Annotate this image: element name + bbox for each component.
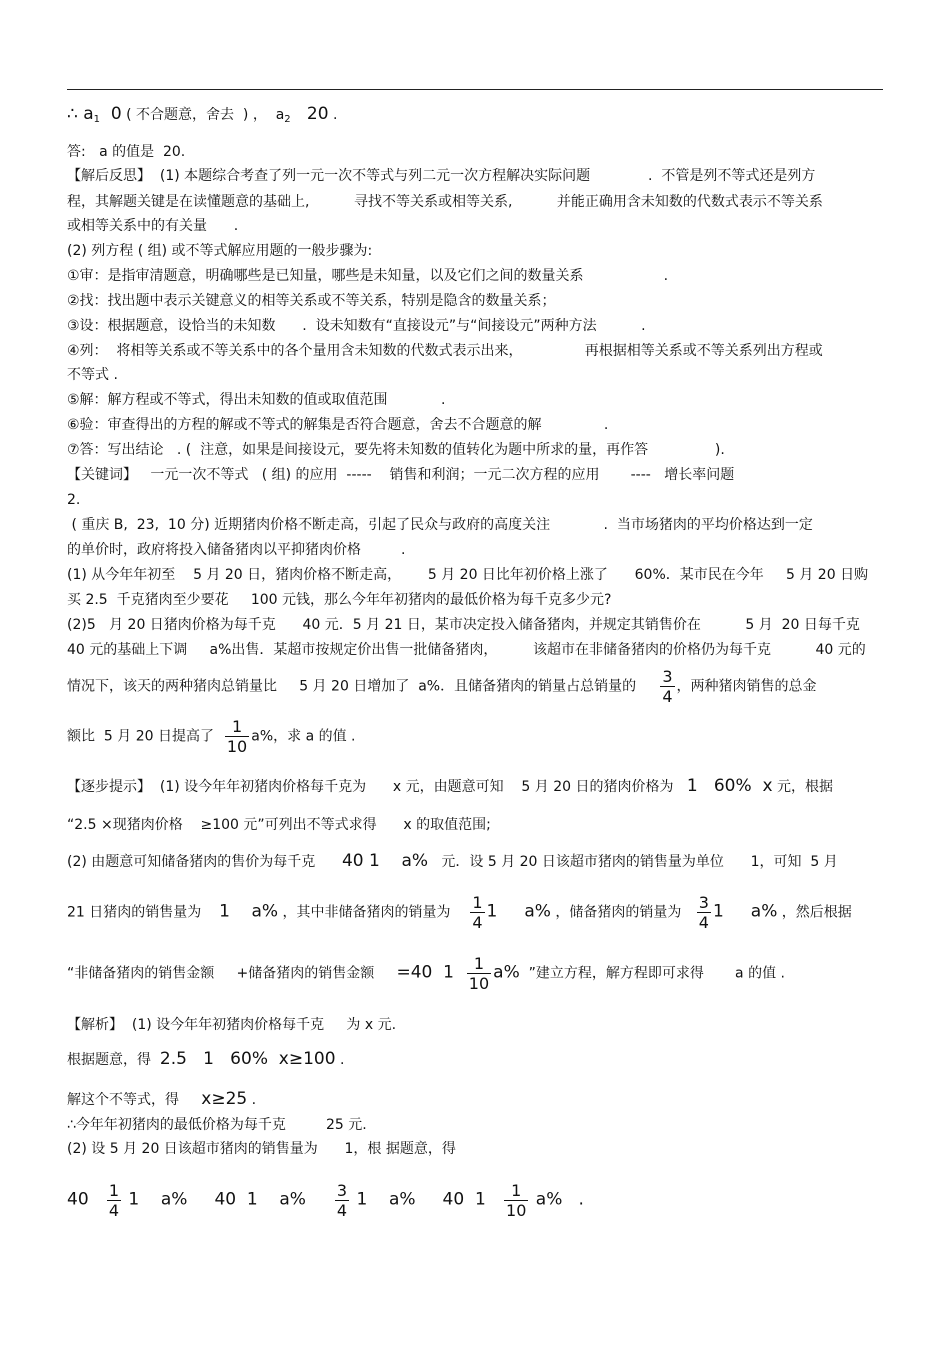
solution-3: 解这个不等式，得 x≥25 .: [67, 1089, 257, 1109]
keywords-line: 【关键词】 一元一次不等式 ( 组) 的应用 ----- 销售和利润；一元二次方程的应用 ---- 增长率问题: [67, 467, 735, 483]
step-2: ②找：找出题中表示关键意义的相等关系或不等关系，特别是隐含的数量关系；: [67, 293, 556, 309]
fraction-1-10: $\frac{1}{10}$: [506, 1181, 527, 1220]
step-4-cont: 不等式 .: [67, 367, 118, 383]
problem-part2-3: 情况下，该天的两种猪肉总销量比 5 月 20 日增加了 a%．且储备猪肉的销量占总销量的 $\frac{3}{4}$ ，两种猪肉销售的总金: [67, 667, 817, 706]
line-roots: ∴ $a_1$ 0 ( 不合题意，舍去 ) ， $a_2$ 20 .: [67, 104, 338, 125]
top-rule: [67, 89, 883, 90]
reflection-line-1: 【解后反思】 (1) 本题综合考查了列一元一次不等式与列二元一次方程解决实际问题 . 不管是列不等式还是列方: [67, 168, 816, 184]
fraction-3-4: $\frac{3}{4}$: [698, 893, 709, 932]
solution-equation: 40 $\frac{1}{4}$ 1 a% 40 1 a% $\frac{3}{4}$ 1 a% 40 1 $\frac{1}{10}$ a% .: [67, 1181, 584, 1220]
reflection-line-2: 程，其解题关键是在读懂题意的基础上, 寻找不等关系或相等关系, 并能正确用含未知数的代数式表示不等关系: [67, 194, 823, 210]
step-5: ⑤解：解方程或不等式，得出未知数的值或取值范围 .: [67, 392, 446, 408]
step-6: ⑥验：审查得出的方程的解或不等式的解集是否符合题意，舍去不合题意的解 .: [67, 417, 609, 433]
step-1: ①审：是指审清题意，明确哪些是已知量，哪些是未知量，以及它们之间的数量关系 .: [67, 268, 669, 284]
solution-2: 根据题意，得 2.5 1 60% x≥100 .: [67, 1049, 345, 1069]
fraction-1-4: $\frac{1}{4}$: [472, 893, 483, 932]
hint-1: 【逐步提示】 (1) 设今年年初猪肉价格每千克为 x 元，由题意可知 5 月 20 日的猪肉价格为 1 60% x 元，根据: [67, 776, 833, 796]
steps-heading: (2) 列方程 ( 组) 或不等式解应用题的一般步骤为:: [67, 243, 373, 259]
problem-part2-1: (2)5 月 20 日猪肉价格为每千克 40 元．5 月 21 日，某市决定投入储备猪肉，并规定其销售价在 5 月 20 日每千克: [67, 617, 860, 633]
answer-line: 答: a 的值是 20.: [67, 144, 186, 160]
problem-part1-2: 买 2.5 千克猪肉至少要花 100 元钱，那么今年年初猪肉的最低价格为每千克多少元?: [67, 592, 612, 608]
fraction-1-10: $\frac{1}{10}$: [468, 954, 490, 993]
step-3: ③设：根据题意，设恰当的未知数 . 设未知数有“直接设元”与“间接设元”两种方法 .: [67, 318, 646, 334]
step-7: ⑦答：写出结论 . ( 注意，如果是间接设元，要先将未知数的值转化为题中所求的量，再作答 ).: [67, 442, 725, 458]
step-4: ④列： 将相等关系或不等关系中的各个量用含未知数的代数式表示出来， 再根据相等关系或不等关系列出方程或: [67, 343, 823, 359]
problem-number: 2.: [67, 492, 81, 508]
reflection-line-3: 或相等关系中的有关量 .: [67, 218, 239, 234]
fraction-3-4: $\frac{3}{4}$: [662, 667, 673, 706]
fraction-1-10: $\frac{1}{10}$: [226, 717, 248, 756]
problem-part1-1: (1) 从今年年初至 5 月 20 日，猪肉价格不断走高， 5 月 20 日比年初价格上涨了 60%．某市民在今年 5 月 20 日购: [67, 567, 869, 583]
fraction-1-4: $\frac{1}{4}$: [108, 1181, 120, 1220]
hint-4: 21 日猪肉的销售量为 1 a% ，其中非储备猪肉的销量为 $\frac{1}{4}$ 1 a% ，储备猪肉的销量为 $\frac{3}{4}$ 1 a% ，然后根据: [67, 893, 852, 932]
problem-part2-4: 额比 5 月 20 日提高了 $\frac{1}{10}$ a%，求 a 的值 .: [67, 717, 356, 756]
hint-5: “非储备猪肉的销售金额 +储备猪肉的销售金额 =40 1 $\frac{1}{10}$ a% ”建立方程，解方程即可求得 a 的值 .: [67, 954, 785, 993]
solution-5: (2) 设 5 月 20 日该超市猪肉的销售量为 1，根 据题意，得: [67, 1141, 456, 1157]
fraction-3-4: $\frac{3}{4}$: [336, 1181, 348, 1220]
solution-4: ∴今年年初猪肉的最低价格为每千克 25 元.: [67, 1117, 367, 1133]
solution-1: 【解析】 (1) 设今年年初猪肉价格每千克 为 x 元.: [67, 1017, 397, 1033]
hint-3: (2) 由题意可知储备猪肉的售价为每千克 40 1 a% 元．设 5 月 20 日该超市猪肉的销售量为单位 1，可知 5 月: [67, 851, 838, 871]
problem-intro-1: ( 重庆 B, 23, 10 分) 近期猪肉价格不断走高，引起了民众与政府的高度关注 . 当市场猪肉的平均价格达到一定: [67, 517, 813, 533]
problem-part2-2: 40 元的基础上下调 a%出售．某超市按规定价出售一批储备猪肉， 该超市在非储备猪肉的价格仍为每千克 40 元的: [67, 642, 866, 658]
hint-2: “2.5 ×现猪肉价格 ≥100 元”可列出不等式求得 x 的取值范围;: [67, 817, 491, 833]
problem-intro-2: 的单价时，政府将投入储备猪肉以平抑猪肉价格 .: [67, 542, 406, 558]
